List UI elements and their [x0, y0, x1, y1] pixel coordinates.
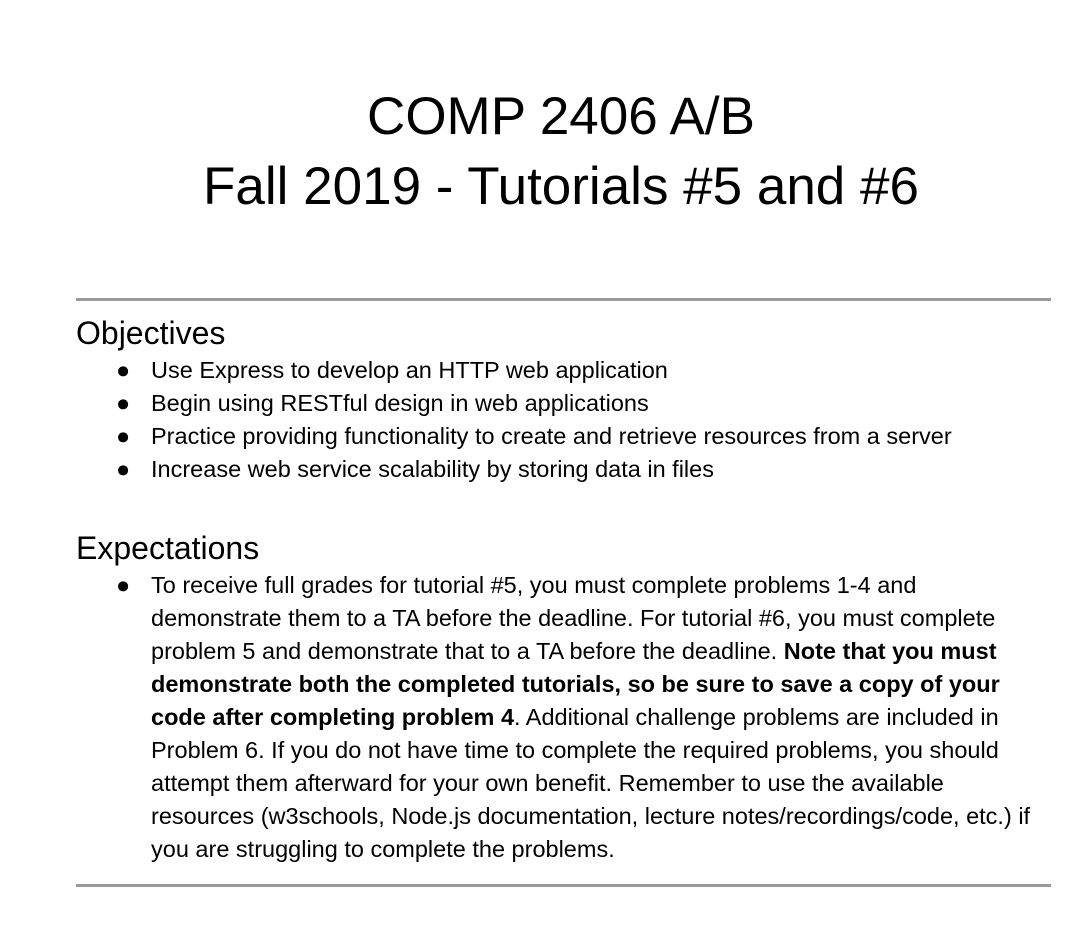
bottom-divider — [76, 884, 1051, 887]
expectations-heading: Expectations — [76, 530, 260, 566]
objectives-section — [76, 314, 1056, 486]
expectations-text-intro: To receive full grades for tutorial #5, you must complete problems 1-4 and demonstrate them to a TA before the deadline. For tutorial #6, you must complete problem 5 and demonstrate that to a TA before the deadline. — [151, 572, 996, 664]
list-item-text: Increase web service scalability by storing data in files — [151, 456, 714, 482]
top-divider — [76, 298, 1051, 301]
bullet-icon: ● — [116, 572, 131, 598]
expectations-text-emphasis: Note that you must demonstrate both the completed tutorials, so be sure to save a copy of your code after completing problem 4 — [151, 638, 1000, 730]
title-line-term: Fall 2019 - Tutorials #5 and #6 — [203, 157, 919, 216]
list-item-text: Use Express to develop an HTTP web application — [151, 357, 668, 383]
bullet-icon: ● — [116, 456, 131, 482]
objectives-list — [76, 354, 1056, 486]
title-line-course: COMP 2406 A/B — [367, 87, 755, 146]
list-item — [76, 354, 1056, 387]
expectations-text-rest: . Additional challenge problems are included in Problem 6. If you do not have time to complete the required problems, you should attempt them afterward for your own benefit. Remember to use the available resources (w3schools, Node.js documentation, lecture notes/recordings/code, etc.) if you are struggling to complete the problems. — [151, 704, 1031, 862]
expectations-section — [76, 529, 1056, 866]
list-item — [76, 453, 1056, 486]
bullet-icon: ● — [116, 423, 131, 449]
objectives-heading: Objectives — [76, 315, 226, 351]
list-item — [76, 387, 1056, 420]
list-item — [76, 569, 1056, 866]
list-item-text: Begin using RESTful design in web applications — [151, 390, 649, 416]
bullet-icon: ● — [116, 390, 131, 416]
list-item-text: Practice providing functionality to create and retrieve resources from a server — [151, 423, 952, 449]
bullet-icon: ● — [116, 357, 131, 383]
document-title — [0, 82, 1092, 222]
list-item — [76, 420, 1056, 453]
expectations-list — [76, 569, 1056, 866]
